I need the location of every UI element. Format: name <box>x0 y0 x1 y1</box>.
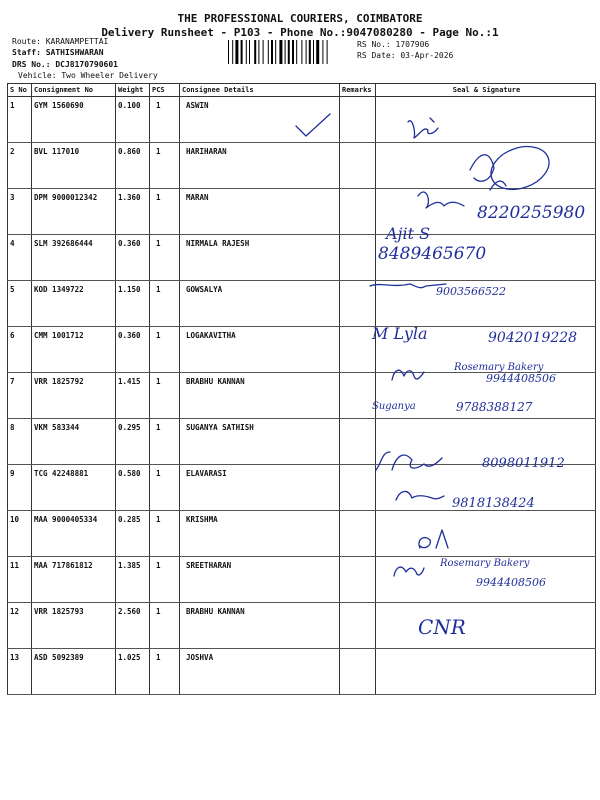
sno-cell: 8 <box>8 419 32 465</box>
consignment-cell: CMM 1001712 <box>32 327 116 373</box>
consignee-cell: SREETHARAN <box>180 557 340 603</box>
handwritten-phone-5: 9003566522 <box>436 285 506 298</box>
consignee-cell: JOSHVA <box>180 649 340 695</box>
sno-cell: 13 <box>8 649 32 695</box>
consignment-cell: BVL 117010 <box>32 143 116 189</box>
company-title: THE PROFESSIONAL COURIERS, COIMBATORE <box>177 12 423 25</box>
pcs-cell: 1 <box>150 281 180 327</box>
handwritten-phone-10: 9818138424 <box>452 496 535 511</box>
pcs-cell: 1 <box>150 373 180 419</box>
consignee-cell: LOGAKAVITHA <box>180 327 340 373</box>
consignment-cell: VKM 583344 <box>32 419 116 465</box>
signature-10 <box>396 491 444 500</box>
consignment-cell: DPM 9000012342 <box>32 189 116 235</box>
consignment-cell: MAA 717861812 <box>32 557 116 603</box>
pcs-cell: 1 <box>150 603 180 649</box>
col-header-consignee: Consignee Details <box>180 84 340 97</box>
col-header-pcs: PCS <box>150 84 180 97</box>
consignee-cell: MARAN <box>180 189 340 235</box>
pcs-cell: 1 <box>150 189 180 235</box>
consignment-cell: TCG 42248881 <box>32 465 116 511</box>
drs-number: DRS No.: DCJ8170790601 <box>12 60 118 69</box>
checkmark-icon <box>296 114 330 136</box>
col-header-remarks: Remarks <box>340 84 376 97</box>
handwritten-phone-9: 8098011912 <box>482 456 565 471</box>
signature-3 <box>418 192 464 208</box>
weight-cell: 0.295 <box>116 419 150 465</box>
handwritten-phone-12: 9944408506 <box>476 576 546 589</box>
seal-stamp <box>485 139 555 197</box>
signature-7 <box>392 370 424 380</box>
runsheet-title: Delivery Runsheet - P103 - Phone No.:9047080280 - Page No.:1 <box>101 26 499 39</box>
consignment-cell: MAA 9000405334 <box>32 511 116 557</box>
pcs-cell: 1 <box>150 143 180 189</box>
consignee-cell: NIRMALA RAJESH <box>180 235 340 281</box>
consignee-cell: ELAVARASI <box>180 465 340 511</box>
consignee-cell: ASWIN <box>180 97 340 143</box>
consignee-cell: BRABHU KANNAN <box>180 373 340 419</box>
weight-cell: 0.860 <box>116 143 150 189</box>
pcs-cell: 1 <box>150 465 180 511</box>
sno-cell: 3 <box>8 189 32 235</box>
signature-12 <box>394 567 424 576</box>
weight-cell: 1.360 <box>116 189 150 235</box>
consignment-cell: KOD 1349722 <box>32 281 116 327</box>
sno-cell: 5 <box>8 281 32 327</box>
consignment-cell: VRR 1825792 <box>32 373 116 419</box>
pcs-cell: 1 <box>150 419 180 465</box>
col-header-sno: S No <box>8 84 32 97</box>
col-header-signature: Seal & Signature <box>376 84 596 97</box>
weight-cell: 0.100 <box>116 97 150 143</box>
handwritten-sig-4: Ajit S <box>386 224 431 243</box>
col-header-weight: Weight <box>116 84 150 97</box>
consignment-cell: ASD 5092389 <box>32 649 116 695</box>
weight-cell: 0.580 <box>116 465 150 511</box>
handwritten-sig-13: CNR <box>418 615 466 639</box>
handwritten-phone-6: 9042019228 <box>488 330 578 346</box>
sno-cell: 12 <box>8 603 32 649</box>
consignee-cell: SUGANYA SATHISH <box>180 419 340 465</box>
pcs-cell: 1 <box>150 97 180 143</box>
route-text: Route: KARANAMPETTAI <box>12 37 109 46</box>
weight-cell: 0.360 <box>116 235 150 281</box>
col-header-consignment: Consignment No <box>32 84 116 97</box>
weight-cell: 1.385 <box>116 557 150 603</box>
handwritten-phone-4: 8489465670 <box>378 244 487 264</box>
sno-cell: 9 <box>8 465 32 511</box>
consignee-cell: BRABHU KANNAN <box>180 603 340 649</box>
rs-number: RS No.: 1707906 <box>357 40 430 49</box>
weight-cell: 2.560 <box>116 603 150 649</box>
handwritten-phone-7: 9944408506 <box>486 372 556 385</box>
signature-1 <box>408 118 438 138</box>
handwritten-sig-6: M Lyla <box>372 324 428 343</box>
pcs-cell: 1 <box>150 557 180 603</box>
pcs-cell: 1 <box>150 511 180 557</box>
consignment-cell: VRR 1825793 <box>32 603 116 649</box>
staff-text: Staff: SATHISHWARAN <box>12 48 104 57</box>
weight-cell: 0.360 <box>116 327 150 373</box>
consignee-cell: KRISHMA <box>180 511 340 557</box>
weight-cell: 1.415 <box>116 373 150 419</box>
signature-5 <box>370 284 446 288</box>
consignee-cell: HARIHARAN <box>180 143 340 189</box>
sno-cell: 4 <box>8 235 32 281</box>
rs-date: RS Date: 03-Apr-2026 <box>357 51 454 60</box>
handwritten-note-12: Rosemary Bakery <box>440 558 530 569</box>
pcs-cell: 1 <box>150 327 180 373</box>
weight-cell: 1.025 <box>116 649 150 695</box>
handwritten-sig-8: Suganya <box>372 401 416 412</box>
handwritten-phone-3: 8220255980 <box>477 203 586 223</box>
signature-9 <box>376 452 442 470</box>
sno-cell: 7 <box>8 373 32 419</box>
sno-cell: 6 <box>8 327 32 373</box>
sno-cell: 1 <box>8 97 32 143</box>
vehicle-text: Vehicle: Two Wheeler Delivery <box>18 71 158 80</box>
handwritten-phone-8: 9788388127 <box>456 400 533 414</box>
signature-11 <box>419 530 448 548</box>
consignment-cell: GYM 1560690 <box>32 97 116 143</box>
consignment-cell: SLM 392686444 <box>32 235 116 281</box>
pcs-cell: 1 <box>150 235 180 281</box>
sno-cell: 2 <box>8 143 32 189</box>
sno-cell: 11 <box>8 557 32 603</box>
pcs-cell: 1 <box>150 649 180 695</box>
sno-cell: 10 <box>8 511 32 557</box>
handwritten-note-7: Rosemary Bakery <box>454 362 544 373</box>
consignee-cell: GOWSALYA <box>180 281 340 327</box>
weight-cell: 1.150 <box>116 281 150 327</box>
weight-cell: 0.285 <box>116 511 150 557</box>
